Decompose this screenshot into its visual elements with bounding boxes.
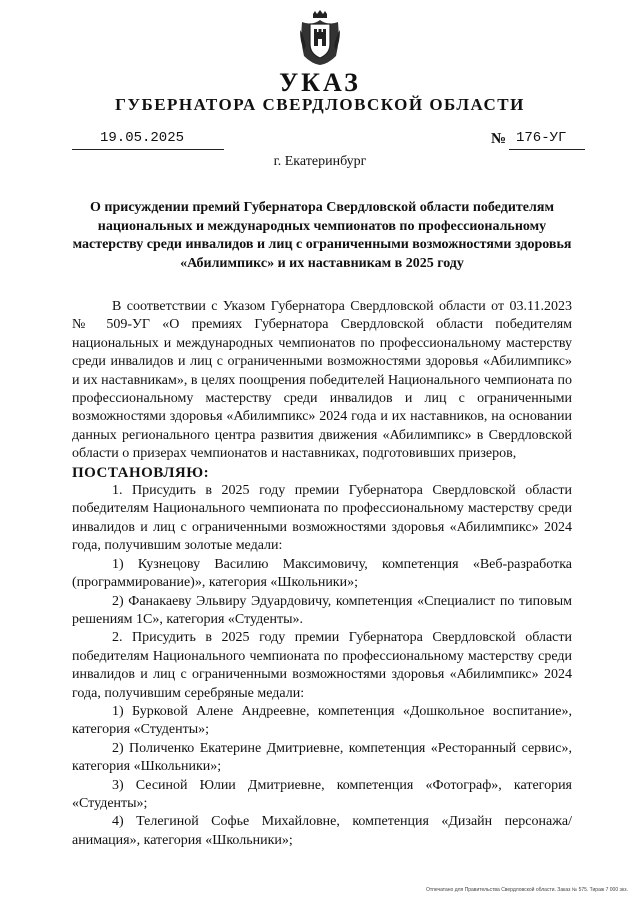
paragraph-2-item-2: 2) Поличенко Екатерине Дмитриевне, компетенция «Ресторанный сервис», категория «Школьники»; (72, 740, 572, 775)
document-type: УКАЗ (279, 68, 361, 97)
coat-of-arms-emblem (298, 10, 342, 66)
decree-keyword: ПОСТАНОВЛЯЮ: (72, 464, 210, 481)
paragraph-2: 2. Присудить в 2025 году премии Губернатора Свердловской области победителям Национального чемпионата по профессиональному мастерству среди инвалидов и лиц с ограниченными возможностями здоровья «Абилимпикс» 2024 года, получившим серебряные медали: (72, 630, 572, 701)
date-underline (72, 149, 224, 150)
number-sign: № (491, 131, 507, 147)
paragraph-1-item-2: 2) Фанакаеву Эльвиру Эдуардовичу, компетенция «Специалист по типовым решениям 1С», категория «Студенты». (72, 593, 572, 627)
decree-title: О присуждении премий Губернатора Свердловской области победителям национальных и международных чемпионатов по профессиональному мастерству среди инвалидов и лиц с ограниченными возможностями здоровья «Абилимпикс» и их наставникам в 2025 году (72, 200, 572, 271)
decree-body (72, 298, 572, 850)
print-footer-note: Отпечатано для Правительства Свердловской области. Заказ № 575. Тираж 7 000 экз. (426, 887, 628, 893)
paragraph-1: 1. Присудить в 2025 году премии Губернатора Свердловской области победителям Национального чемпионата по профессиональному мастерству среди инвалидов и лиц с ограниченными возможностями здоровья «Абилимпикс» 2024 года, получившим золотые медали: (72, 483, 572, 554)
place-of-issue: г. Екатеринбург (273, 154, 367, 169)
issuing-authority: ГУБЕРНАТОРА СВЕРДЛОВСКОЙ ОБЛАСТИ (115, 95, 525, 114)
decree-date: 19.05.2025 (100, 130, 185, 146)
preamble-paragraph: В соответствии с Указом Губернатора Свердловской области от 03.11.2023 № 509-УГ «О премиях Губернатора Свердловской области победителям национальных и международных чемпионатов по профессиональному мастерству среди инвалидов и лиц с ограниченными возможностями здоровья «Абилимпикс» и их наставникам», в целях поощрения победителей Национального чемпионата по профессиональному мастерству среди инвалидов и лиц с ограниченными возможностями здоровья «Абилимпикс» 2024 года и их наставников, на основании данных регионального центра развития движения «Абилимпикс» в Свердловской области о призерах чемпионатов и наставниках, подготовивших призеров, (72, 299, 572, 462)
number-underline (509, 149, 585, 150)
paragraph-2-item-4: 4) Телегиной Софье Михайловне, компетенция «Дизайн персонажа/анимация», категория «Школьники»; (72, 814, 572, 848)
paragraph-2-item-1: 1) Бурковой Алене Андреевне, компетенция «Дошкольное воспитание», категория «Студенты»; (72, 703, 572, 738)
paragraph-2-item-3: 3) Сесиной Юлии Дмитриевне, компетенция «Фотограф», категория «Студенты»; (72, 777, 572, 811)
decree-number: 176-УГ (516, 130, 567, 146)
paragraph-1-item-1: 1) Кузнецову Василию Максимовичу, компетенция «Веб-разработка (программирование)», категория «Школьники»; (72, 556, 572, 591)
